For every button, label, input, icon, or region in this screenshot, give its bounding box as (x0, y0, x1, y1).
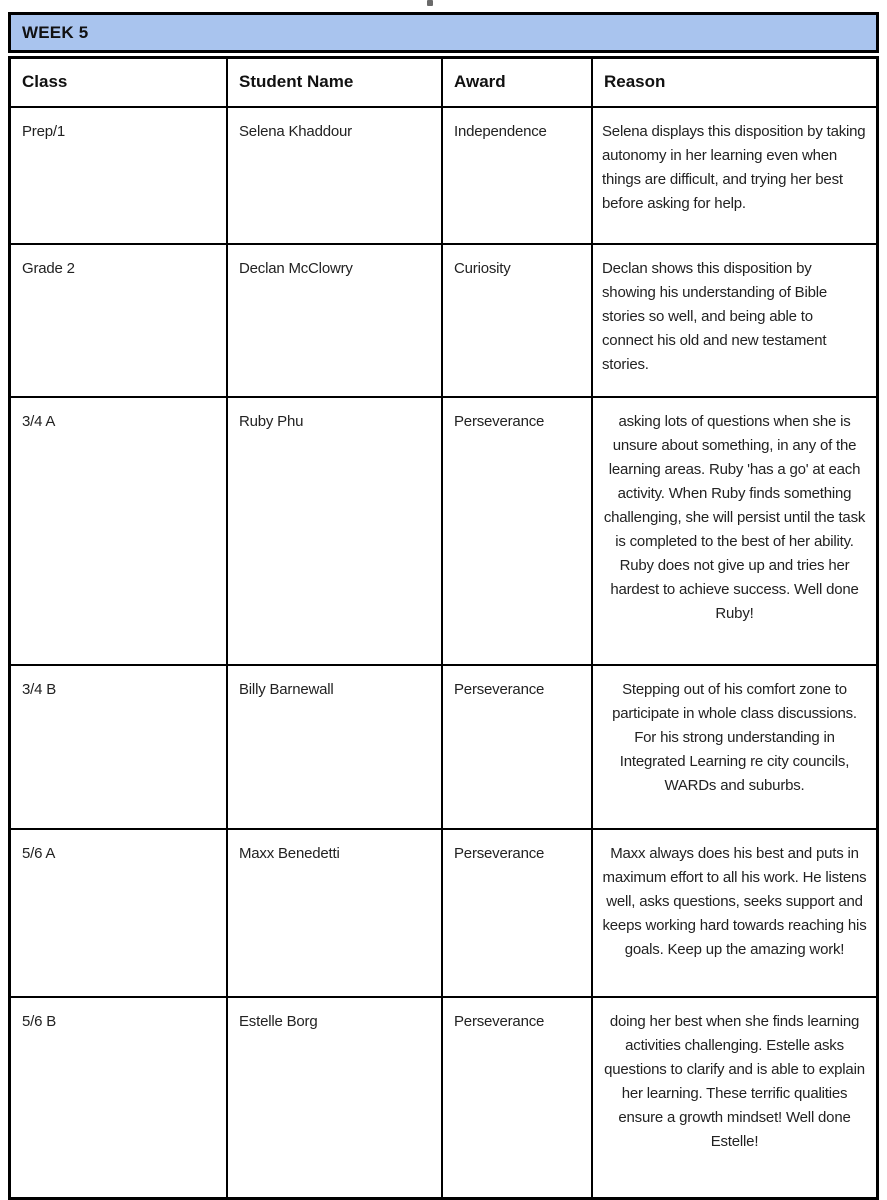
cell-student: Ruby Phu (228, 398, 443, 664)
awards-document (8, 12, 879, 1200)
cell-class: 3/4 B (11, 666, 228, 828)
cell-student: Estelle Borg (228, 998, 443, 1197)
cell-student: Maxx Benedetti (228, 830, 443, 996)
column-header-student: Student Name (228, 59, 443, 106)
awards-table-body (11, 108, 876, 1197)
cell-class: Grade 2 (11, 245, 228, 396)
cell-reason: doing her best when she finds learning activities challenging. Estelle asks questions to clarify and is able to explain her learning. These terrific qualities ensure a growth mindset! Well done Estelle! (604, 1013, 865, 1150)
table-row (11, 666, 876, 830)
week-banner-title: WEEK 5 (22, 22, 89, 42)
cell-award: Perseverance (443, 398, 593, 664)
cell-student: Declan McClowry (228, 245, 443, 396)
cell-class: 5/6 B (11, 998, 228, 1197)
cell-reason: Declan shows this disposition by showing his understanding of Bible stories so well, and being able to connect his old and new testament stories. (602, 260, 828, 373)
awards-table-header (11, 59, 876, 108)
cell-award: Curiosity (443, 245, 593, 396)
table-row (11, 398, 876, 666)
cell-reason: Stepping out of his comfort zone to participate in whole class discussions. For his strong understanding in Integrated Learning re city councils, WARDs and suburbs. (612, 681, 857, 794)
cell-award: Independence (443, 108, 593, 243)
column-header-reason: Reason (604, 72, 666, 92)
awards-table (8, 56, 879, 1200)
week-banner (8, 12, 879, 53)
cell-reason: asking lots of questions when she is unsure about something, in any of the learning areas. Ruby 'has a go' at each activity. When Ruby finds something challenging, she will persist until the task is completed to the best of her ability. Ruby does not give up and tries her hardest to achieve success. Well done Ruby! (603, 413, 866, 622)
column-header-class: Class (11, 59, 228, 106)
table-row (11, 998, 876, 1197)
cell-award: Perseverance (443, 666, 593, 828)
cell-student: Billy Barnewall (228, 666, 443, 828)
cropped-text-fragment (427, 0, 433, 6)
cell-award: Perseverance (443, 998, 593, 1197)
cell-reason: Selena displays this disposition by taking autonomy in her learning even when things are difficult, and trying her best before asking for help. (602, 123, 866, 212)
cell-reason: Maxx always does his best and puts in maximum effort to all his work. He listens well, asks questions, seeks support and keeps working hard towards reaching his goals. Keep up the amazing work! (602, 845, 867, 958)
cell-student: Selena Khaddour (228, 108, 443, 243)
table-row (11, 830, 876, 998)
header-row (11, 59, 876, 108)
column-header-award: Award (443, 59, 593, 106)
cell-class: 5/6 A (11, 830, 228, 996)
cell-award: Perseverance (443, 830, 593, 996)
table-row (11, 245, 876, 398)
cell-class: Prep/1 (11, 108, 228, 243)
table-row (11, 108, 876, 245)
cell-class: 3/4 A (11, 398, 228, 664)
